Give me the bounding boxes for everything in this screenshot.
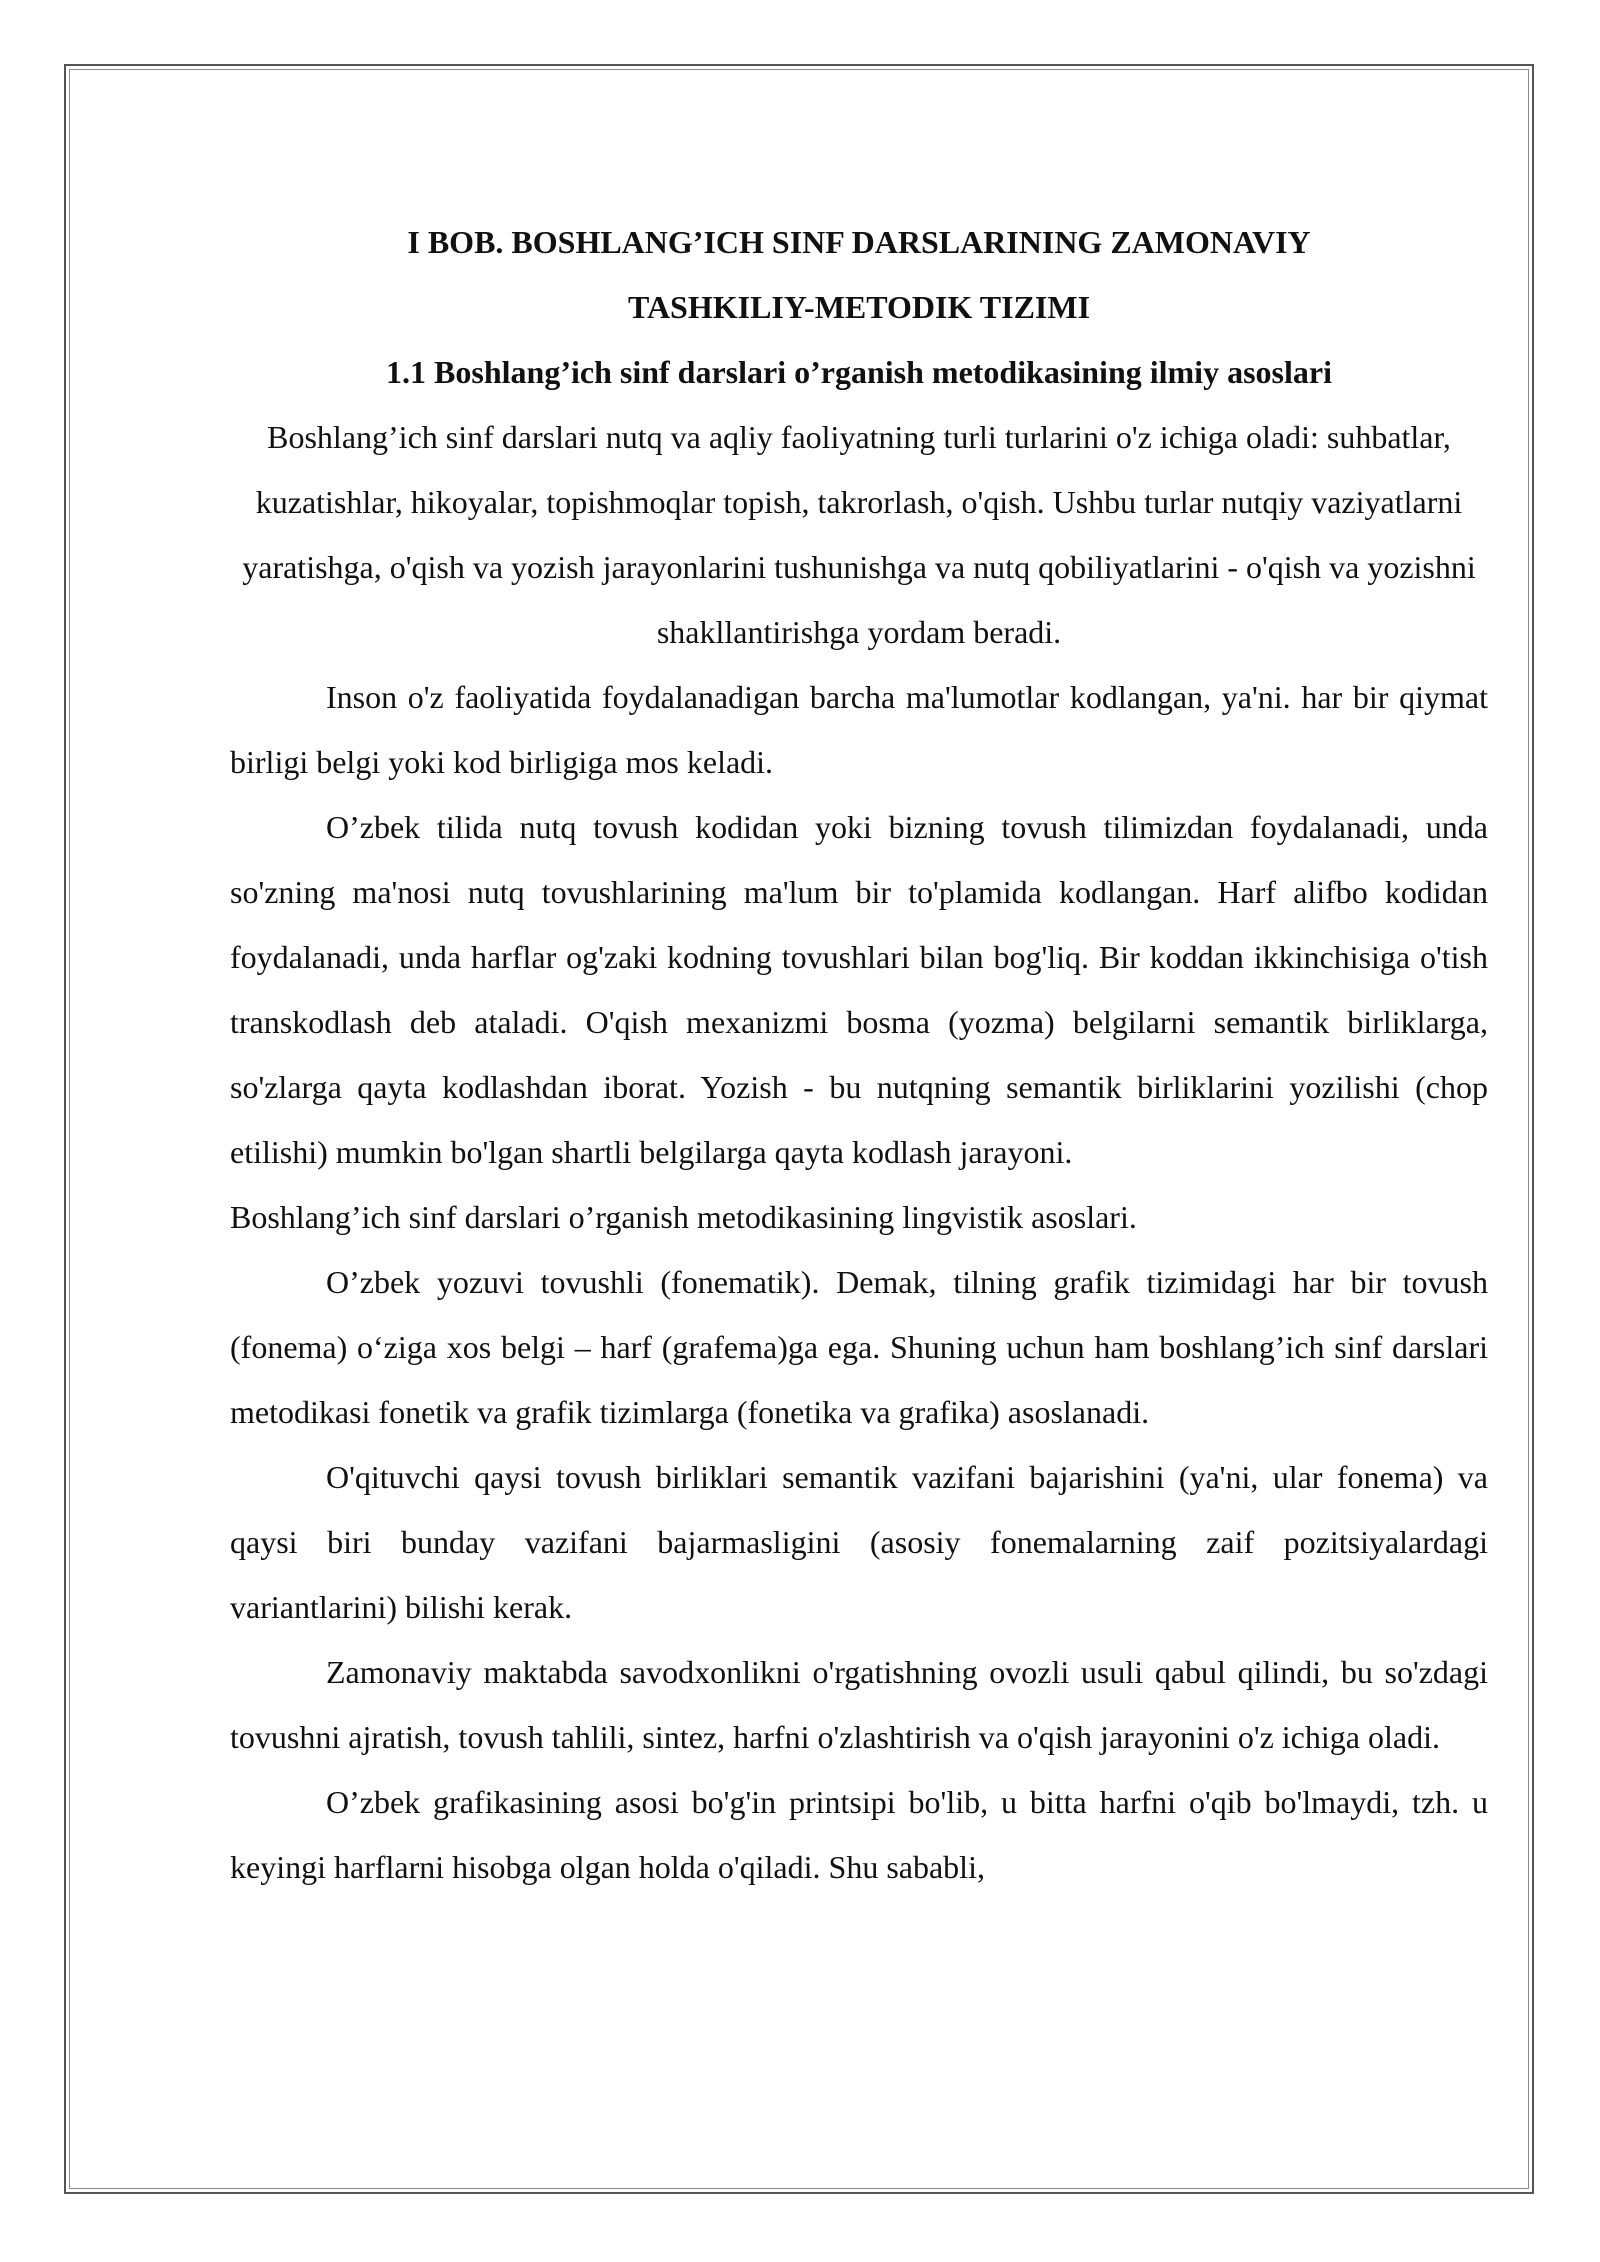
paragraph-4: O'qituvchi qaysi tovush birliklari semantik vazifani bajarishini (ya'ni, ular fonema) va qaysi biri bunday vazifani bajarmasligini (asosiy fonemalarning zaif pozitsiyalardagi variantlarini) bilishi kerak. bbox=[230, 1459, 1488, 1625]
paragraph-2: O’zbek tilida nutq tovush kodidan yoki bizning tovush tilimizdan foydalanadi, unda so'zning ma'nosi nutq tovushlarining ma'lum bir to'plamida kodlangan. Harf alifbo kodidan foydalanadi, unda harflar og'zaki kodning tovushlari bilan bog'liq. Bir koddan ikkinchisiga o'tish transkodlash deb ataladi. O'qish mexanizmi bosma (yozma) belgilarni semantik birliklarga, so'zlarga qayta kodlashdan iborat. Yozish - bu nutqning semantik birliklarini yozilishi (chop etilishi) mumkin bo'lgan shartli belgilarga qayta kodlash jarayoni. bbox=[230, 809, 1488, 1170]
paragraph-3: O’zbek yozuvi tovushli (fonematik). Demak, tilning grafik tizimidagi har bir tovush (fonema) o‘ziga xos belgi – harf (grafema)ga ega. Shuning uchun ham boshlang’ich sinf darslari metodikasi fonetik va grafik tizimlarga (fonetika va grafika) asoslanadi. bbox=[230, 1264, 1488, 1430]
chapter-title-line-2: TASHKILIY-METODIK TIZIMI bbox=[627, 289, 1091, 325]
paragraph-5: Zamonaviy maktabda savodxonlikni o'rgatishning ovozli usuli qabul qilindi, bu so'zdagi tovushni ajratish, tovush tahlili, sintez, harfni o'zlashtirish va o'qish jarayonini o'z ichiga oladi. bbox=[230, 1654, 1488, 1755]
intro-paragraph: Boshlang’ich sinf darslari nutq va aqliy faoliyatning turli turlarini o'z ichiga oladi: suhbatlar, kuzatishlar, hikoyalar, topishmoqlar topish, takrorlash, o'qish. Ushbu turlar nutqiy vaziyatlarni yaratishga, o'qish va yozish jarayonlarini tushunishga va nutq qobiliyatlarini - o'qish va yozishni shakllantirishga yordam beradi. bbox=[242, 419, 1476, 650]
paragraph-1: Inson o'z faoliyatida foydalanadigan barcha ma'lumotlar kodlangan, ya'ni. har bir qiymat birligi belgi yoki kod birligiga mos keladi. bbox=[230, 679, 1488, 780]
subheading-linguistic: Boshlang’ich sinf darslari o’rganish metodikasining lingvistik asoslari. bbox=[230, 1199, 1137, 1235]
document-body bbox=[230, 210, 1488, 1900]
chapter-title-line-1: I BOB. BOSHLANG’ICH SINF DARSLARINING ZAMONAVIY bbox=[407, 224, 1311, 260]
paragraph-6: O’zbek grafikasining asosi bo'g'in printsipi bo'lib, u bitta harfni o'qib bo'lmaydi, tzh. u keyingi harflarni hisobga olgan holda o'qiladi. Shu sababli, bbox=[230, 1784, 1488, 1885]
section-title: 1.1 Boshlang’ich sinf darslari o’rganish metodikasining ilmiy asoslari bbox=[386, 354, 1332, 390]
